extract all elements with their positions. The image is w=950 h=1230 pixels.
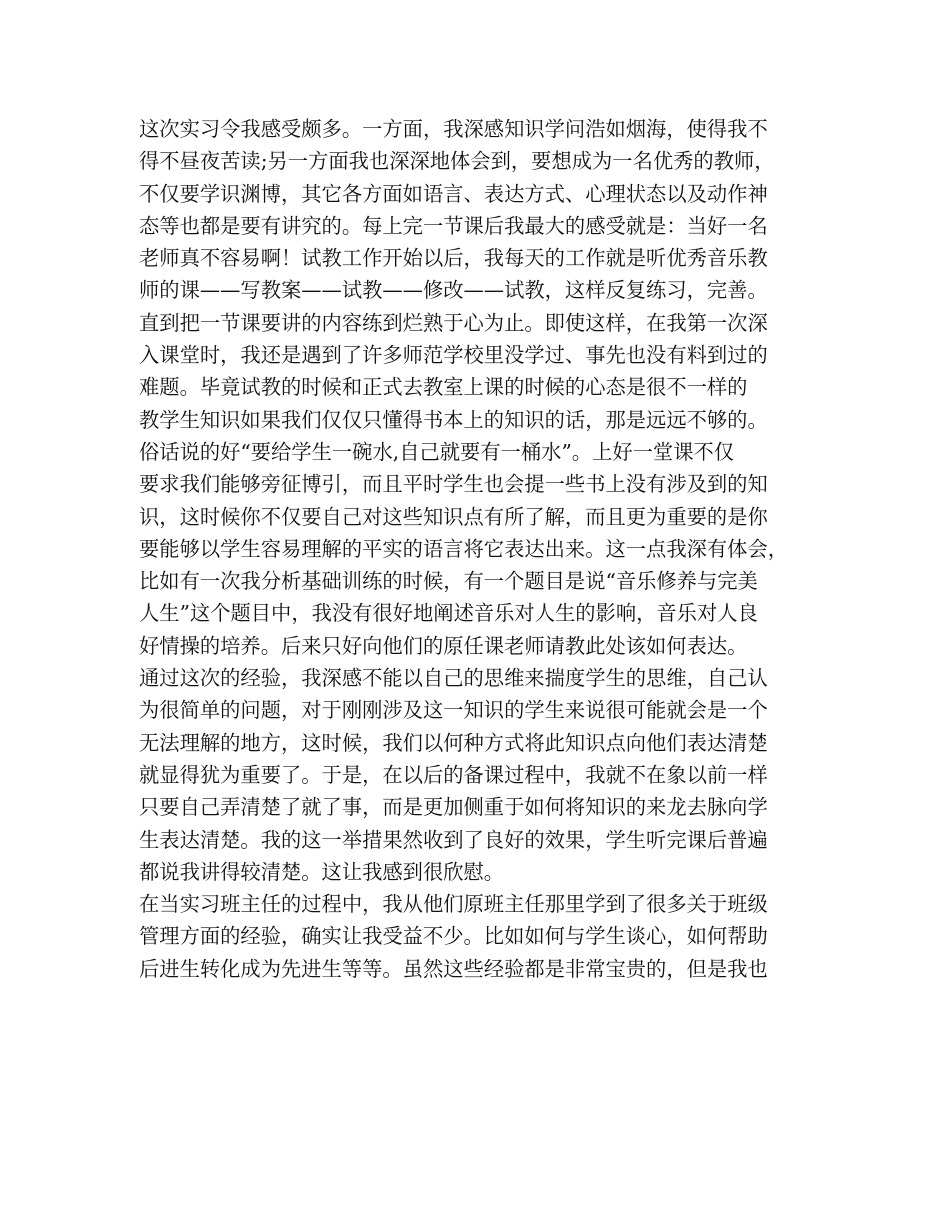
- text-line: 要能够以学生容易理解的平实的语言将它表达出来。这一点我深有体会，: [139, 536, 789, 561]
- text-line: 无法理解的地方，这时候，我们以何种方式将此知识点向他们表达清楚: [139, 730, 768, 755]
- text-line: 在当实习班主任的过程中，我从他们原班主任那里学到了很多关于班级: [139, 892, 768, 917]
- text-line: 好情操的培养。后来只好向他们的原任课老师请教此处该如何表达。: [139, 633, 748, 658]
- text-line: 人生”这个题目中，我没有很好地阐述音乐对人生的影响，音乐对人良: [139, 601, 758, 626]
- text-line: 只要自己弄清楚了就了事，而是更加侧重于如何将知识的来龙去脉向学: [139, 795, 768, 820]
- text-line: 就显得犹为重要了。于是，在以后的备课过程中，我就不在象以前一样: [139, 762, 768, 787]
- text-line: 要求我们能够旁征博引，而且平时学生也会提一些书上没有涉及到的知: [139, 472, 768, 497]
- text-line: 不仅要学识渊博，其它各方面如语言、表达方式、心理状态以及动作神: [139, 181, 768, 206]
- text-line: 师的课——写教案——试教——修改——试教，这样反复练习，完善。: [139, 278, 768, 303]
- text-line: 识，这时候你不仅要自己对这些知识点有所了解，而且更为重要的是你: [139, 504, 768, 529]
- text-line: 这次实习令我感受颇多。一方面，我深感知识学问浩如烟海，使得我不: [139, 117, 768, 141]
- text-line: 态等也都是要有讲究的。每上完一节课后我最大的感受就是：当好一名: [139, 213, 768, 238]
- text-line: 通过这次的经验，我深感不能以自己的思维来揣度学生的思维，自己认: [139, 666, 768, 691]
- text-line: 管理方面的经验，确实让我受益不少。比如如何与学生谈心，如何帮助: [139, 924, 768, 949]
- text-line: 生表达清楚。我的这一举措果然收到了良好的效果，学生听完课后普遍: [139, 827, 768, 852]
- text-line: 直到把一节课要讲的内容练到烂熟于心为止。即使这样，在我第一次深: [139, 310, 768, 335]
- text-line: 入课堂时，我还是遇到了许多师范学校里没学过、事先也没有料到过的: [139, 343, 768, 368]
- text-line: 难题。毕竟试教的时候和正式去教室上课的时候的心态是很不一样的: [139, 375, 748, 400]
- text-line: 教学生知识如果我们仅仅只懂得书本上的知识的话，那是远远不够的。: [139, 407, 768, 432]
- text-line: 比如有一次我分析基础训练的时候，有一个题目是说“音乐修养与完美: [139, 569, 758, 594]
- text-line: 俗话说的好“要给学生一碗水,自己就要有一桶水”。上好一堂课不仅: [139, 439, 735, 464]
- text-line: 为很简单的问题，对于刚刚涉及这一知识的学生来说很可能就会是一个: [139, 698, 768, 723]
- text-line: 后进生转化成为先进生等等。虽然这些经验都是非常宝贵的，但是我也: [139, 956, 768, 981]
- text-line: 老师真不容易啊！试教工作开始以后，我每天的工作就是听优秀音乐教: [139, 246, 768, 271]
- text-line: 得不昼夜苦读;另一方面我也深深地体会到，要想成为一名优秀的教师，: [139, 149, 775, 174]
- text-line: 都说我讲得较清楚。这让我感到很欣慰。: [139, 859, 505, 884]
- body-text: [139, 113, 829, 985]
